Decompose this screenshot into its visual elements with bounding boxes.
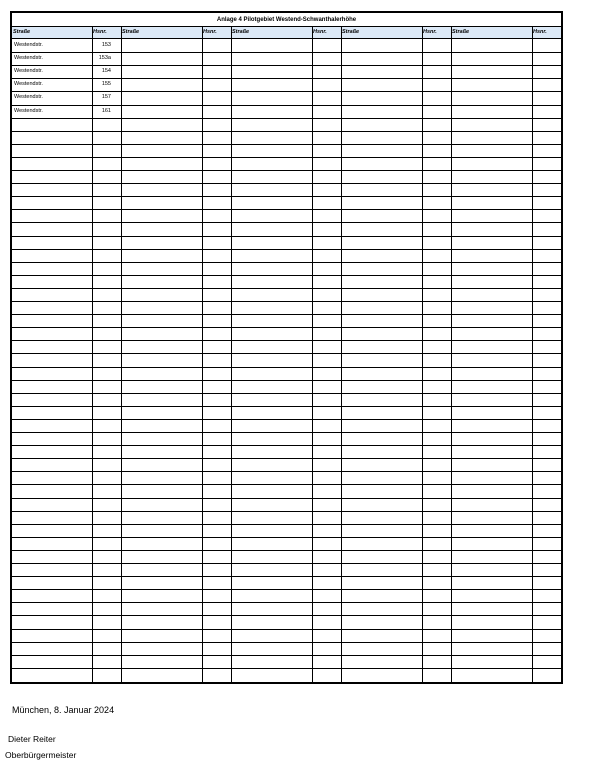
row-divider	[12, 589, 561, 590]
column-divider	[341, 27, 342, 682]
column-header-street: Straße	[122, 29, 140, 35]
street-cell: Westendstr.	[14, 107, 43, 114]
row-divider	[12, 458, 561, 459]
column-header-number: Hsnr.	[313, 29, 327, 35]
table-title: Anlage 4 Pilotgebiet Westend-Schwanthalerhöhe	[12, 13, 561, 27]
column-divider	[202, 27, 203, 682]
column-divider	[532, 27, 533, 682]
row-divider	[12, 314, 561, 315]
column-divider	[92, 27, 93, 682]
address-table	[10, 11, 563, 684]
column-header-number: Hsnr.	[203, 29, 217, 35]
column-divider	[121, 27, 122, 682]
house-number-cell: 155	[101, 81, 111, 88]
row-divider	[12, 668, 561, 669]
column-header-number: Hsnr.	[533, 29, 547, 35]
row-divider	[12, 288, 561, 289]
row-divider	[12, 209, 561, 210]
row-divider	[12, 445, 561, 446]
row-divider	[12, 367, 561, 368]
house-number-cell: 157	[101, 94, 111, 101]
row-divider	[12, 249, 561, 250]
row-divider	[12, 576, 561, 577]
row-divider	[12, 484, 561, 485]
row-divider	[12, 471, 561, 472]
column-header-street: Straße	[342, 29, 360, 35]
row-divider	[12, 118, 561, 119]
row-divider	[12, 537, 561, 538]
table-header-row	[12, 27, 561, 39]
row-divider	[12, 615, 561, 616]
house-number-cell: 154	[101, 68, 111, 75]
row-divider	[12, 563, 561, 564]
column-header-street: Straße	[452, 29, 470, 35]
row-divider	[12, 524, 561, 525]
column-divider	[422, 27, 423, 682]
column-divider	[451, 27, 452, 682]
row-divider	[12, 222, 561, 223]
row-divider	[12, 655, 561, 656]
row-divider	[12, 144, 561, 145]
row-divider	[12, 432, 561, 433]
row-divider	[12, 236, 561, 237]
row-divider	[12, 131, 561, 132]
column-header-number: Hsnr.	[93, 29, 107, 35]
street-cell: Westendstr.	[14, 42, 43, 48]
row-divider	[12, 196, 561, 197]
column-divider	[312, 27, 313, 682]
row-divider	[12, 353, 561, 354]
row-divider	[12, 406, 561, 407]
column-header-street: Straße	[232, 29, 250, 35]
signatory-name: Dieter Reiter	[8, 734, 56, 744]
street-cell: Westendstr.	[14, 55, 43, 62]
row-divider	[12, 170, 561, 171]
signature-date: München, 8. Januar 2024	[12, 705, 115, 715]
row-divider	[12, 393, 561, 394]
column-divider	[231, 27, 232, 682]
row-divider	[12, 262, 561, 263]
row-divider	[12, 301, 561, 302]
house-number-cell: 153	[101, 42, 111, 48]
row-divider	[12, 419, 561, 420]
street-cell: Westendstr.	[14, 68, 43, 75]
row-divider	[12, 498, 561, 499]
street-cell: Westendstr.	[14, 94, 43, 101]
signatory-role: Oberbürgermeister	[5, 750, 77, 760]
row-divider	[12, 327, 561, 328]
row-divider	[12, 511, 561, 512]
row-divider	[12, 642, 561, 643]
row-divider	[12, 340, 561, 341]
column-header-street: Straße	[13, 29, 31, 35]
row-divider	[12, 275, 561, 276]
row-divider	[12, 550, 561, 551]
house-number-cell: 153a	[98, 55, 111, 62]
row-divider	[12, 183, 561, 184]
row-divider	[12, 602, 561, 603]
street-cell: Westendstr.	[14, 81, 43, 88]
house-number-cell: 161	[101, 107, 111, 114]
row-divider	[12, 380, 561, 381]
row-divider	[12, 157, 561, 158]
row-divider	[12, 629, 561, 630]
column-header-number: Hsnr.	[423, 29, 437, 35]
